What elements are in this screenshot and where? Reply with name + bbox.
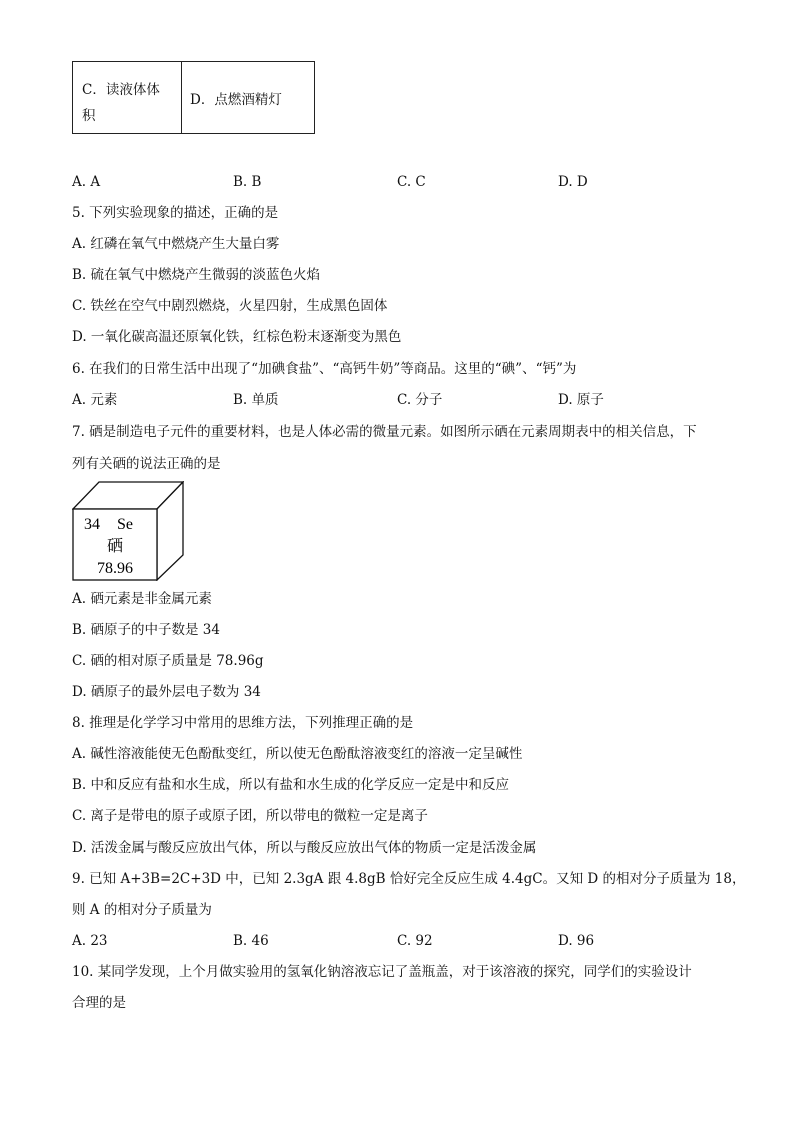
- q4-option-b: B. B: [233, 174, 262, 190]
- q9-option-b: B. 46: [233, 933, 269, 949]
- q5-option-b: B. 硫在氧气中燃烧产生微弱的淡蓝色火焰: [72, 267, 321, 283]
- table-cell-d: [182, 62, 315, 134]
- q4-option-c: C. C: [397, 174, 426, 190]
- q6-option-d: D. 原子: [558, 392, 604, 408]
- q8-option-c: C. 离子是带电的原子或原子团，所以带电的微粒一定是离子: [72, 808, 428, 824]
- q10-stem-line2: 合理的是: [72, 995, 126, 1011]
- table-cell-c-text: C．读液体体积: [82, 81, 160, 124]
- q5-option-c: C. 铁丝在空气中剧烈燃烧，火星四射，生成黑色固体: [72, 298, 388, 314]
- q7-option-a: A. 硒元素是非金属元素: [72, 591, 212, 607]
- q9-stem-line1: 9. 已知 A+3B=2C+3D 中，已知 2.3gA 跟 4.8gB 恰好完全反应生成 4.4gC。又知 D 的相对分子质量为 18，: [72, 871, 746, 887]
- q5-stem: 5. 下列实验现象的描述，正确的是: [72, 205, 279, 221]
- q9-stem-line2: 则 A 的相对分子质量为: [72, 902, 212, 918]
- element-mass: 78.96: [97, 560, 133, 577]
- q6-stem: 6. 在我们的日常生活中出现了“加碘食盐”、“高钙牛奶”等商品。这里的“碘”、“钙”为: [72, 361, 577, 377]
- element-symbol: Se: [117, 516, 133, 533]
- q8-stem: 8. 推理是化学学习中常用的思维方法，下列推理正确的是: [72, 715, 414, 731]
- q6-option-a: A. 元素: [72, 392, 118, 408]
- q8-option-a: A. 碱性溶液能使无色酚酞变红，所以使无色酚酞溶液变红的溶液一定呈碱性: [72, 746, 523, 762]
- element-number: 34: [84, 516, 100, 533]
- q6-option-c: C. 分子: [397, 392, 443, 408]
- q7-stem-line1: 7. 硒是制造电子元件的重要材料，也是人体必需的微量元素。如图所示硒在元素周期表中的相关信息，下: [72, 424, 697, 440]
- q6-option-b: B. 单质: [233, 392, 279, 408]
- q7-stem-line2: 列有关硒的说法正确的是: [72, 456, 221, 472]
- q9-option-a: A. 23: [72, 933, 108, 949]
- selenium-element-cube: [72, 481, 184, 581]
- q8-option-b: B. 中和反应有盐和水生成，所以有盐和水生成的化学反应一定是中和反应: [72, 777, 510, 793]
- q8-option-d: D. 活泼金属与酸反应放出气体，所以与酸反应放出气体的物质一定是活泼金属: [72, 840, 537, 856]
- option-table: [72, 61, 315, 134]
- table-cell-d-text: D．点燃酒精灯: [190, 91, 282, 108]
- q7-option-b: B. 硒原子的中子数是 34: [72, 622, 220, 638]
- element-name: 硒: [106, 538, 124, 555]
- q9-option-c: C. 92: [397, 933, 433, 949]
- q10-stem-line1: 10. 某同学发现，上个月做实验用的氢氧化钠溶液忘记了盖瓶盖，对于该溶液的探究，同学们的实验设计: [72, 964, 692, 980]
- q4-option-a: A. A: [72, 174, 101, 190]
- q4-option-d: D. D: [558, 174, 588, 190]
- q9-option-d: D. 96: [558, 933, 595, 949]
- q7-option-d: D. 硒原子的最外层电子数为 34: [72, 684, 261, 700]
- q5-option-a: A. 红磷在氧气中燃烧产生大量白雾: [72, 236, 280, 252]
- table-cell-c: [73, 62, 182, 134]
- q7-option-c: C. 硒的相对原子质量是 78.96g: [72, 653, 264, 669]
- q5-option-d: D. 一氧化碳高温还原氧化铁，红棕色粉末逐渐变为黑色: [72, 329, 402, 345]
